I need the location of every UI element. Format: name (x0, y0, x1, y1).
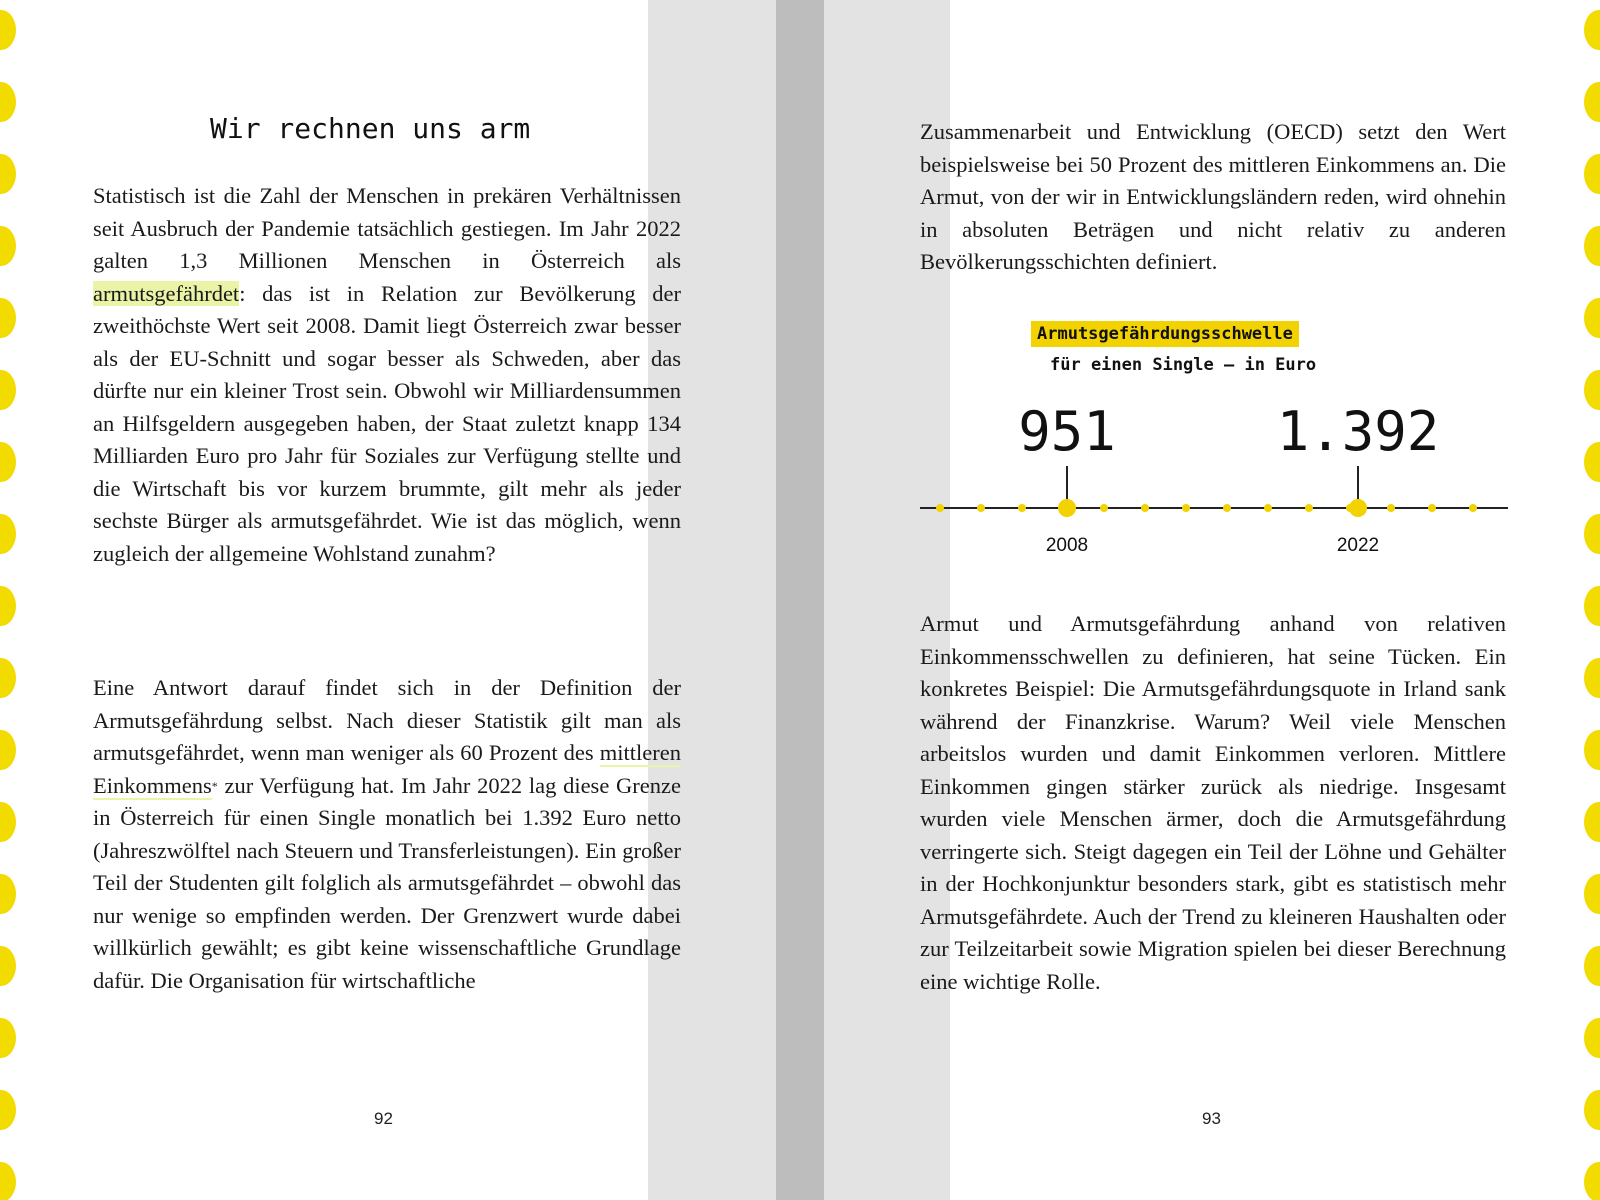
timeline-dot (1387, 504, 1395, 512)
timeline-dot (1469, 504, 1477, 512)
chapter-title: Wir rechnen uns arm (210, 112, 531, 145)
paragraph-3: Zusammenarbeit und Entwicklung (OECD) setzt den Wert beispielsweise bei 50 Prozent des mittleren Einkommens an. Die Armut, von der wir in Entwicklungsländern reden, wird ohnehin in absoluten Beträgen und nicht relativ zu anderen Bevölkerungsschichten definiert. (920, 119, 1506, 274)
paragraph-4: Armut und Armutsgefährdung anhand von relativen Einkommensschwellen zu definieren, hat seine Tücken. Ein konkretes Beispiel: Die Armutsgefährdungsquote in Irland sank während der Finanzkrise. Warum? Weil viele Menschen arbeitslos wurden und damit Einkommen verloren. Mittlere Einkommen gingen stärker zurück als niedrige. Insgesamt wurden viele Menschen ärmer, doch die Armutsgefährdung verringerte sich. Steigt dagegen ein Teil der Löhne und Gehälter in der Hochkonjunktur besonders stark, gibt es statistisch mehr Armutsgefährdete. Auch der Trend zu kleineren Haushalten oder zur Teilzeitarbeit sowie Migration spielen bei dieser Berechnung eine wichtige Rolle. (920, 611, 1506, 994)
timeline-marker-2008 (1058, 499, 1076, 517)
infographic-subtitle: für einen Single – in Euro (1050, 355, 1317, 375)
timeline-year-2008: 2008 (1045, 535, 1089, 556)
timeline-value-2008: 951 (1018, 400, 1116, 463)
timeline-dot (1141, 504, 1149, 512)
timeline-dot (936, 504, 944, 512)
timeline-dot (1264, 504, 1272, 512)
timeline-dot (1182, 504, 1190, 512)
paragraph-2: Eine Antwort darauf findet sich in der Definition der Armutsgefährdung selbst. Nach dieser Statistik gilt man als armutsgefährdet, wenn man weniger als 60 Prozent des mittleren Einkommens* zur Verfügung hat. Im Jahr 2022 lag diese Grenze in Österreich für einen Single monatlich bei 1.392 Euro netto (Jahreszwölftel nach Steuern und Transferleistungen). Ein großer Teil der Studenten gilt folglich als armutsgefährdet – obwohl das nur wenige so empfinden werden. Der Grenzwert wurde dabei willkürlich gewählt; es gibt keine wissenschaftliche Grundlage dafür. Die Organisation für wirtschaftliche (93, 675, 681, 993)
timeline-dot (1223, 504, 1231, 512)
timeline-dot (1018, 504, 1026, 512)
timeline-dot (1428, 504, 1436, 512)
timeline-year-2022: 2022 (1336, 535, 1380, 556)
highlighted-term: armutsgefährdet (93, 280, 240, 306)
page-number: 93 (1202, 1109, 1221, 1128)
infographic-title: Armutsgefährdungsschwelle (1031, 321, 1299, 347)
timeline-marker-2022 (1349, 499, 1367, 517)
paragraph-1: Statistisch ist die Zahl der Menschen in prekären Verhältnissen seit Ausbruch der Pandemie tatsächlich gestiegen. Im Jahr 2022 galten 1,3 Millionen Menschen in Österreich als armutsgefährdet: das ist in Relation zur Bevölkerung der zweithöchste Wert seit 2008. Damit liegt Österreich zwar besser als der EU-Schnitt und sogar besser als Schweden, aber das dürfte nur ein kleiner Trost sein. Obwohl wir Milliardensummen an Hilfsgeldern ausgegeben haben, der Staat zuletzt knapp 134 Milliarden Euro pro Jahr für Soziales zur Verfügung stellte und die Wirtschaft bis vor kurzem brummte, gilt mehr als jeder sechste Bürger als armutsgefährdet. Wie ist das möglich, wenn zugleich der allgemeine Wohlstand zunahm? (93, 183, 681, 566)
timeline-dot (977, 504, 985, 512)
timeline-dot (1305, 504, 1313, 512)
timeline-dot (1100, 504, 1108, 512)
underlined-term: mittleren Einkommens (93, 740, 681, 798)
footnote-marker: * (211, 778, 218, 793)
timeline-value-2022: 1.392 (1276, 400, 1440, 463)
page-number: 92 (374, 1109, 393, 1128)
